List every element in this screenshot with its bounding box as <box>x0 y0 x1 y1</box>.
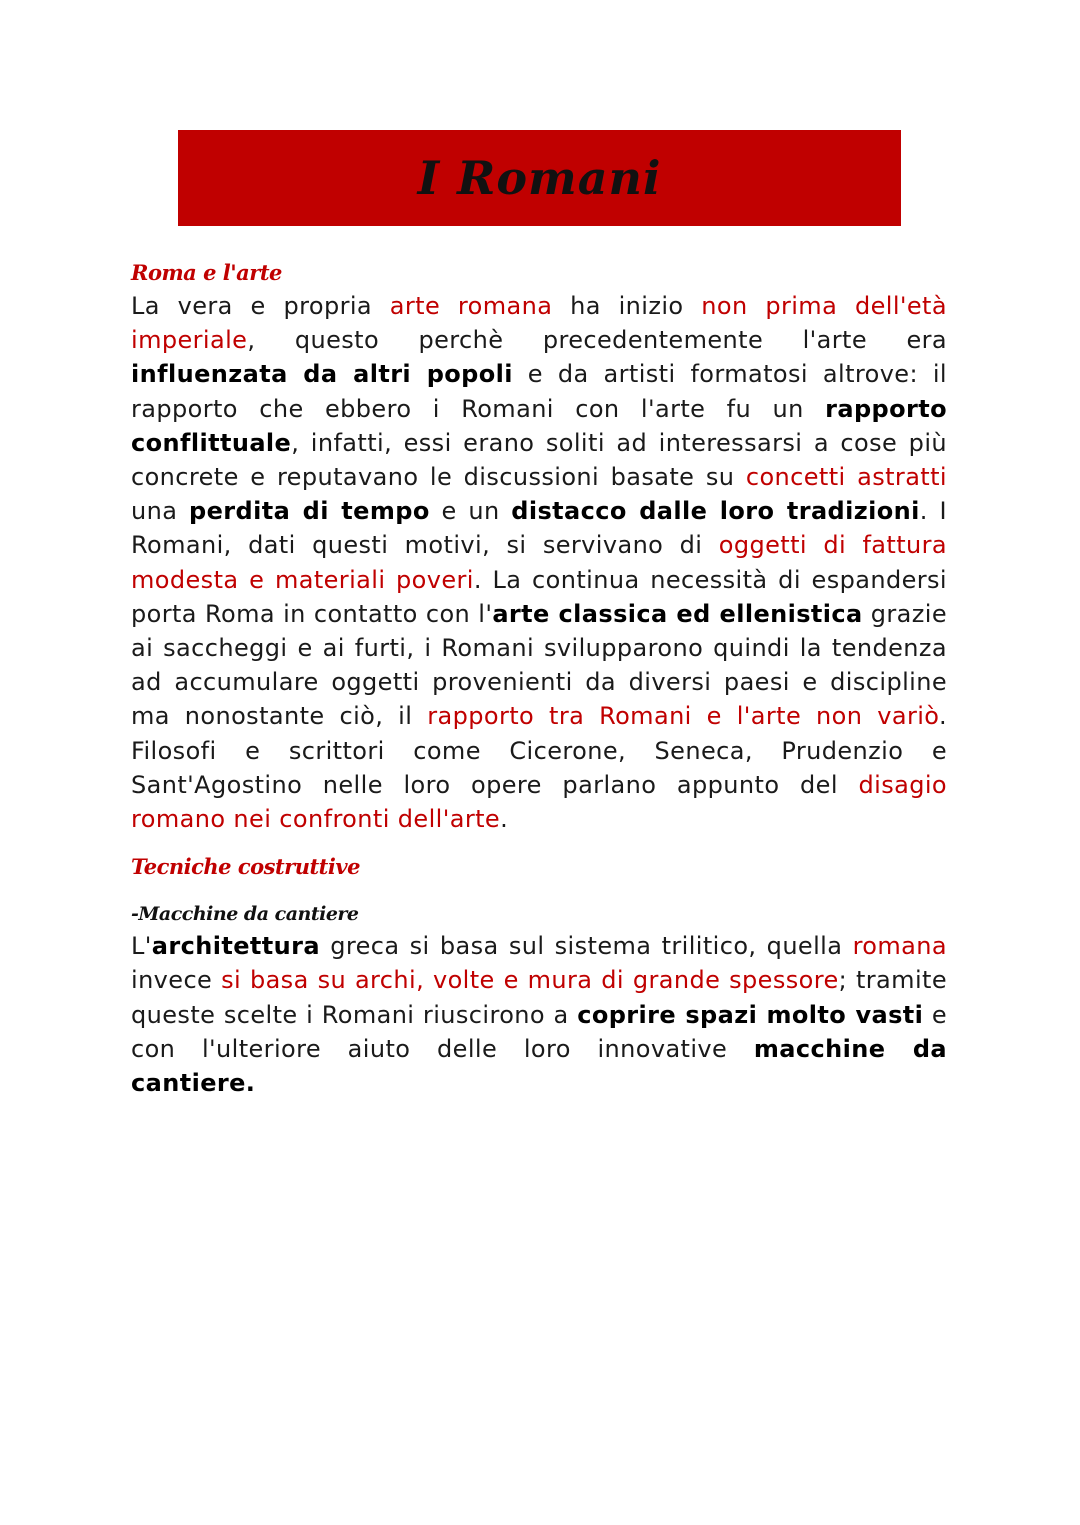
highlight-bold: macchine da cantiere. <box>131 1034 948 1098</box>
highlight-bold: distacco dalle loro tradizioni <box>511 497 920 526</box>
highlight-bold: architettura <box>151 932 320 961</box>
text-run: una <box>131 497 190 526</box>
text-run: ha inizio <box>552 292 702 320</box>
text-run: ; tramite queste scelte i Romani riuscirono a <box>131 966 947 1029</box>
paragraph-roma-arte <box>131 289 947 836</box>
text-run: invece <box>131 966 222 995</box>
text-run: , infatti, essi erano soliti ad interessarsi a cose più concrete e reputavano le discussioni basate su <box>131 428 947 492</box>
text-run: e un <box>429 497 512 526</box>
text-run: L' <box>131 932 152 961</box>
highlight-bold: arte classica ed ellenistica <box>492 599 863 628</box>
paragraph-tecniche <box>131 929 947 1100</box>
page-title: I Romani <box>417 151 662 205</box>
highlight-red: arte romana <box>389 292 553 320</box>
text-run: . <box>500 805 509 834</box>
title-banner <box>178 130 901 226</box>
text-run: . La continua necessità di espandersi porta Roma in contatto con l' <box>131 565 947 628</box>
highlight-bold: rapporto conflittuale <box>131 394 947 457</box>
text-run: . I Romani, dati questi motivi, si servivano di <box>131 497 947 560</box>
text-run: . Filosofi e scrittori come Cicerone, Seneca, Prudenzio e Sant'Agostino nelle loro opere parlano appunto del <box>131 702 947 799</box>
highlight-red: si basa su archi, volte e mura di grande spessore <box>221 966 839 995</box>
highlight-bold: influenzata da altri popoli <box>131 360 513 389</box>
text-run: grazie ai saccheggi e ai furti, i Romani svilupparono quindi la tendenza ad accumulare oggetti provenienti da diversi paesi e discipline ma nonostante ciò, il <box>131 599 947 731</box>
highlight-red: oggetti di fattura modesta e materiali poveri <box>131 531 948 594</box>
text-run: e con l'ulteriore aiuto delle loro innovative <box>131 1000 948 1063</box>
highlight-bold: perdita di tempo <box>189 497 430 526</box>
subheading-macchine: -Macchine da cantiere <box>131 903 359 926</box>
highlight-red: romana <box>852 932 947 961</box>
section-heading-roma-arte: Roma e l'arte <box>131 260 282 285</box>
highlight-bold: coprire spazi molto vasti <box>577 1000 924 1029</box>
text-run: , questo perchè precedentemente l'arte era <box>247 326 947 355</box>
highlight-red: rapporto tra Romani e l'arte non variò <box>427 702 939 731</box>
highlight-red: disagio romano nei confronti dell'arte <box>131 770 947 834</box>
text-run: greca si basa sul sistema trilitico, quella <box>319 932 853 961</box>
text-run: e da artisti formatosi altrove: il rapporto che ebbero i Romani con l'arte fu un <box>131 360 948 423</box>
text-run: La vera e propria <box>131 292 390 320</box>
document-body <box>131 252 947 1100</box>
highlight-red: non prima dell'età imperiale <box>131 292 947 355</box>
highlight-red: concetti astratti <box>745 463 947 492</box>
section-heading-tecniche: Tecniche costruttive <box>131 854 360 880</box>
